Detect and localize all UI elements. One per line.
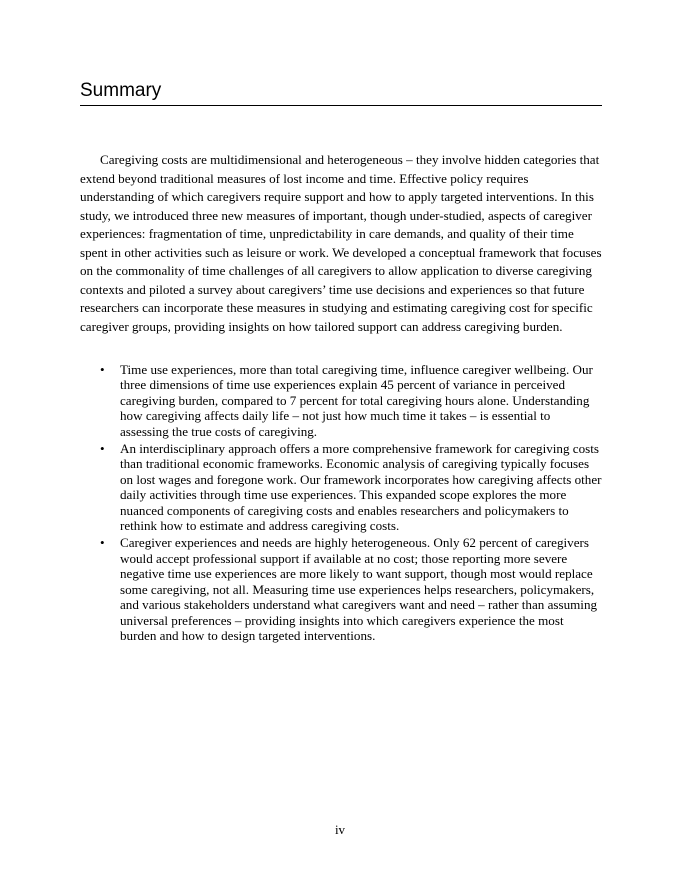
list-item-text: Caregiver experiences and needs are highly heterogeneous. Only 62 percent of caregivers would accept professional support if available at no cost; those reporting more severe negative time use experiences are more likely to want support, though most would replace some caregiving, not all. Measuring time use experiences helps researchers, policymakers, and various stakeholders understand what caregivers want and need – rather than assuming universal preferences – providing insights into which caregivers experience the most burden and how to design targeted interventions. [120,535,598,643]
findings-list [80,362,602,645]
bullet-icon: • [100,362,105,377]
list-item-text: An interdisciplinary approach offers a more comprehensive framework for caregiving costs than traditional economic frameworks. Economic analysis of caregiving typically focuses on lost wages and foregone work. Our framework incorporates how caregiving affects other daily activities through time use experiences. This expanded scope explores the more nuanced components of caregiving costs and enables researchers and policymakers to rethink how to estimate and address caregiving costs. [120,441,602,534]
list-item-text: Time use experiences, more than total caregiving time, influence caregiver wellbeing. Our three dimensions of time use experiences explain 45 percent of variance in perceived caregiving burden, compared to 7 percent for total caregiving hours alone. Understanding how caregiving affects daily life – not just how much time it takes – is essential to assessing the true costs of caregiving. [120,362,593,439]
heading-divider [80,105,602,106]
intro-paragraph: Caregiving costs are multidimensional and heterogeneous – they involve hidden categories that extend beyond traditional measures of lost income and time. Effective policy requires understanding of which caregivers require support and how to apply targeted interventions. In this study, we introduced three new measures of important, though under-studied, aspects of caregiver experiences: fragmentation of time, unpredictability in care demands, and quality of their time spent in other activities such as leisure or work. We developed a conceptual framework that focuses on the commonality of time challenges of all caregivers to allow application to diverse caregiving contexts and piloted a survey about caregivers’ time use decisions and experiences so that future researchers can incorporate these measures in studying and estimating caregiving cost for specific caregiver groups, providing insights on how tailored support can address caregiving burden. [80,152,602,334]
page-title: Summary [80,80,162,101]
bullet-icon: • [100,441,105,457]
list-item [80,362,602,439]
page-number: iv [334,822,346,837]
bullet-icon: • [100,535,105,551]
list-item [80,535,602,643]
list-item [80,441,602,533]
